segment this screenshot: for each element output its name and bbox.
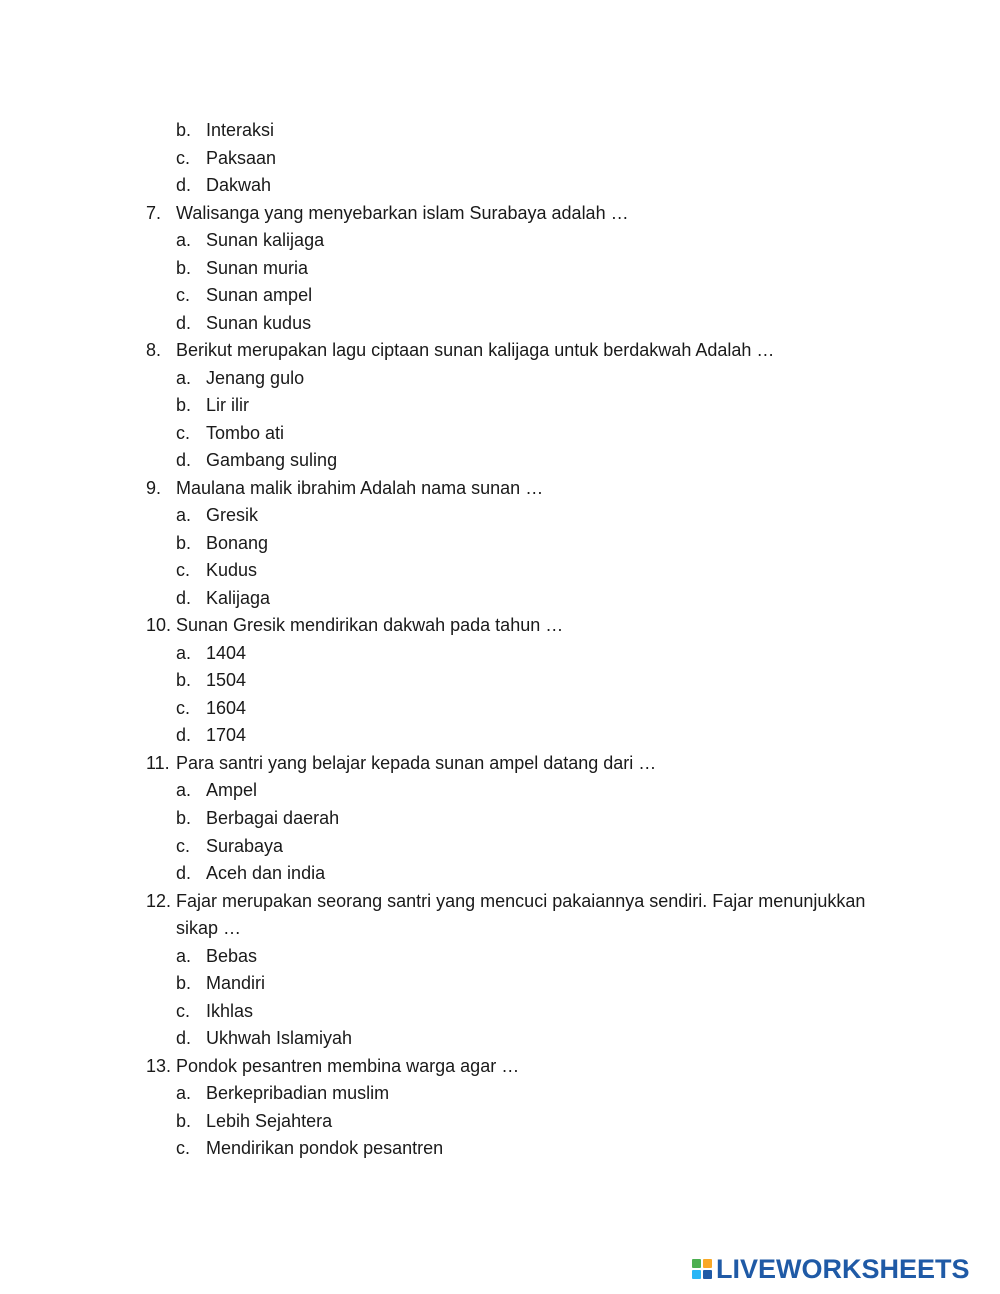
option-letter: c. — [176, 285, 191, 306]
option-text: Sunan kudus — [206, 312, 312, 333]
option-text: Tombo ati — [206, 422, 285, 443]
option-letter: c. — [176, 1000, 191, 1021]
option-text: 1404 — [206, 642, 247, 663]
option-letter: d. — [176, 725, 192, 746]
option-letter: a. — [176, 230, 192, 251]
logo-text: LIVEWORKSHEETS — [716, 1253, 970, 1284]
option-text: Aceh dan india — [206, 863, 326, 884]
question-number: 10. — [146, 615, 172, 636]
option-letter: a. — [176, 642, 192, 663]
option-letter: a. — [176, 367, 192, 388]
option-text: Sunan kalijaga — [206, 230, 325, 251]
question-number: 11. — [146, 752, 170, 773]
logo-block — [692, 1259, 701, 1268]
question-number: 13. — [146, 1055, 172, 1076]
question-number: 7. — [146, 202, 162, 223]
option-text: Mandiri — [206, 973, 266, 994]
logo-block — [703, 1259, 712, 1268]
option-letter: d. — [176, 1028, 192, 1049]
option-letter: b. — [176, 395, 192, 416]
option-text: Lebih Sejahtera — [206, 1110, 333, 1131]
option-letter: d. — [176, 312, 192, 333]
question-text: Pondok pesantren membina warga agar … — [176, 1055, 520, 1076]
question-text: Maulana malik ibrahim Adalah nama sunan … — [176, 477, 544, 498]
option-letter: c. — [176, 422, 191, 443]
option-letter: d. — [176, 175, 192, 196]
option-letter: c. — [176, 1138, 191, 1159]
question-text: Para santri yang belajar kepada sunan ampel datang dari … — [176, 752, 657, 773]
option-text: Gambang suling — [206, 450, 338, 471]
question-number: 12. — [146, 890, 172, 911]
option-letter: b. — [176, 670, 192, 691]
option-letter: c. — [176, 697, 191, 718]
option-text: Bebas — [206, 945, 258, 966]
option-text: Jenang gulo — [206, 367, 305, 388]
option-letter: d. — [176, 587, 192, 608]
option-text: Kudus — [206, 560, 258, 581]
option-letter: b. — [176, 120, 192, 140]
option-letter: c. — [176, 835, 191, 856]
option-text: 1704 — [206, 725, 247, 746]
option-letter: a. — [176, 945, 192, 966]
option-letter: d. — [176, 863, 192, 884]
option-text: Ukhwah Islamiyah — [206, 1028, 353, 1049]
option-text: Sunan muria — [206, 257, 309, 278]
option-text: Dakwah — [206, 175, 272, 196]
option-letter: b. — [176, 1110, 192, 1131]
option-letter: d. — [176, 450, 192, 471]
option-text: Kalijaga — [206, 587, 271, 608]
option-letter: a. — [176, 505, 192, 526]
option-text: Sunan ampel — [206, 285, 313, 306]
option-letter: b. — [176, 808, 192, 828]
option-text: Gresik — [206, 505, 259, 526]
option-letter: c. — [176, 147, 191, 168]
logo-blocks-icon — [692, 1259, 712, 1279]
question-text: Walisanga yang menyebarkan islam Surabaya adalah … — [176, 202, 629, 223]
option-text: Berkepribadian muslim — [206, 1083, 390, 1104]
liveworksheets-logo[interactable] — [692, 1254, 970, 1284]
option-text: Bonang — [206, 532, 269, 553]
option-letter: c. — [176, 560, 191, 581]
option-text: 1504 — [206, 670, 247, 691]
option-letter: b. — [176, 257, 192, 278]
option-text: Ampel — [206, 780, 258, 801]
option-letter: a. — [176, 1083, 192, 1104]
question-text: sikap … — [176, 918, 242, 939]
question-text: Sunan Gresik mendirikan dakwah pada tahun … — [176, 615, 564, 636]
logo-block — [692, 1270, 701, 1279]
option-text: Lir ilir — [206, 395, 249, 416]
option-text: Ikhlas — [206, 1000, 254, 1021]
option-letter: b. — [176, 973, 192, 994]
question-number: 9. — [146, 477, 162, 498]
option-text: Mendirikan pondok pesantren — [206, 1138, 444, 1159]
option-text: Interaksi — [206, 120, 275, 140]
logo-block — [703, 1270, 712, 1279]
question-number: 8. — [146, 340, 162, 361]
option-letter: a. — [176, 780, 192, 801]
option-letter: b. — [176, 532, 192, 553]
option-text: Paksaan — [206, 147, 277, 168]
option-text: Berbagai daerah — [206, 808, 340, 828]
question-text: Berikut merupakan lagu ciptaan sunan kalijaga untuk berdakwah Adalah … — [176, 340, 775, 361]
question-text: Fajar merupakan seorang santri yang mencuci pakaiannya sendiri. Fajar menunjukkan — [176, 890, 866, 911]
option-text: Surabaya — [206, 835, 284, 856]
option-text: 1604 — [206, 697, 247, 718]
